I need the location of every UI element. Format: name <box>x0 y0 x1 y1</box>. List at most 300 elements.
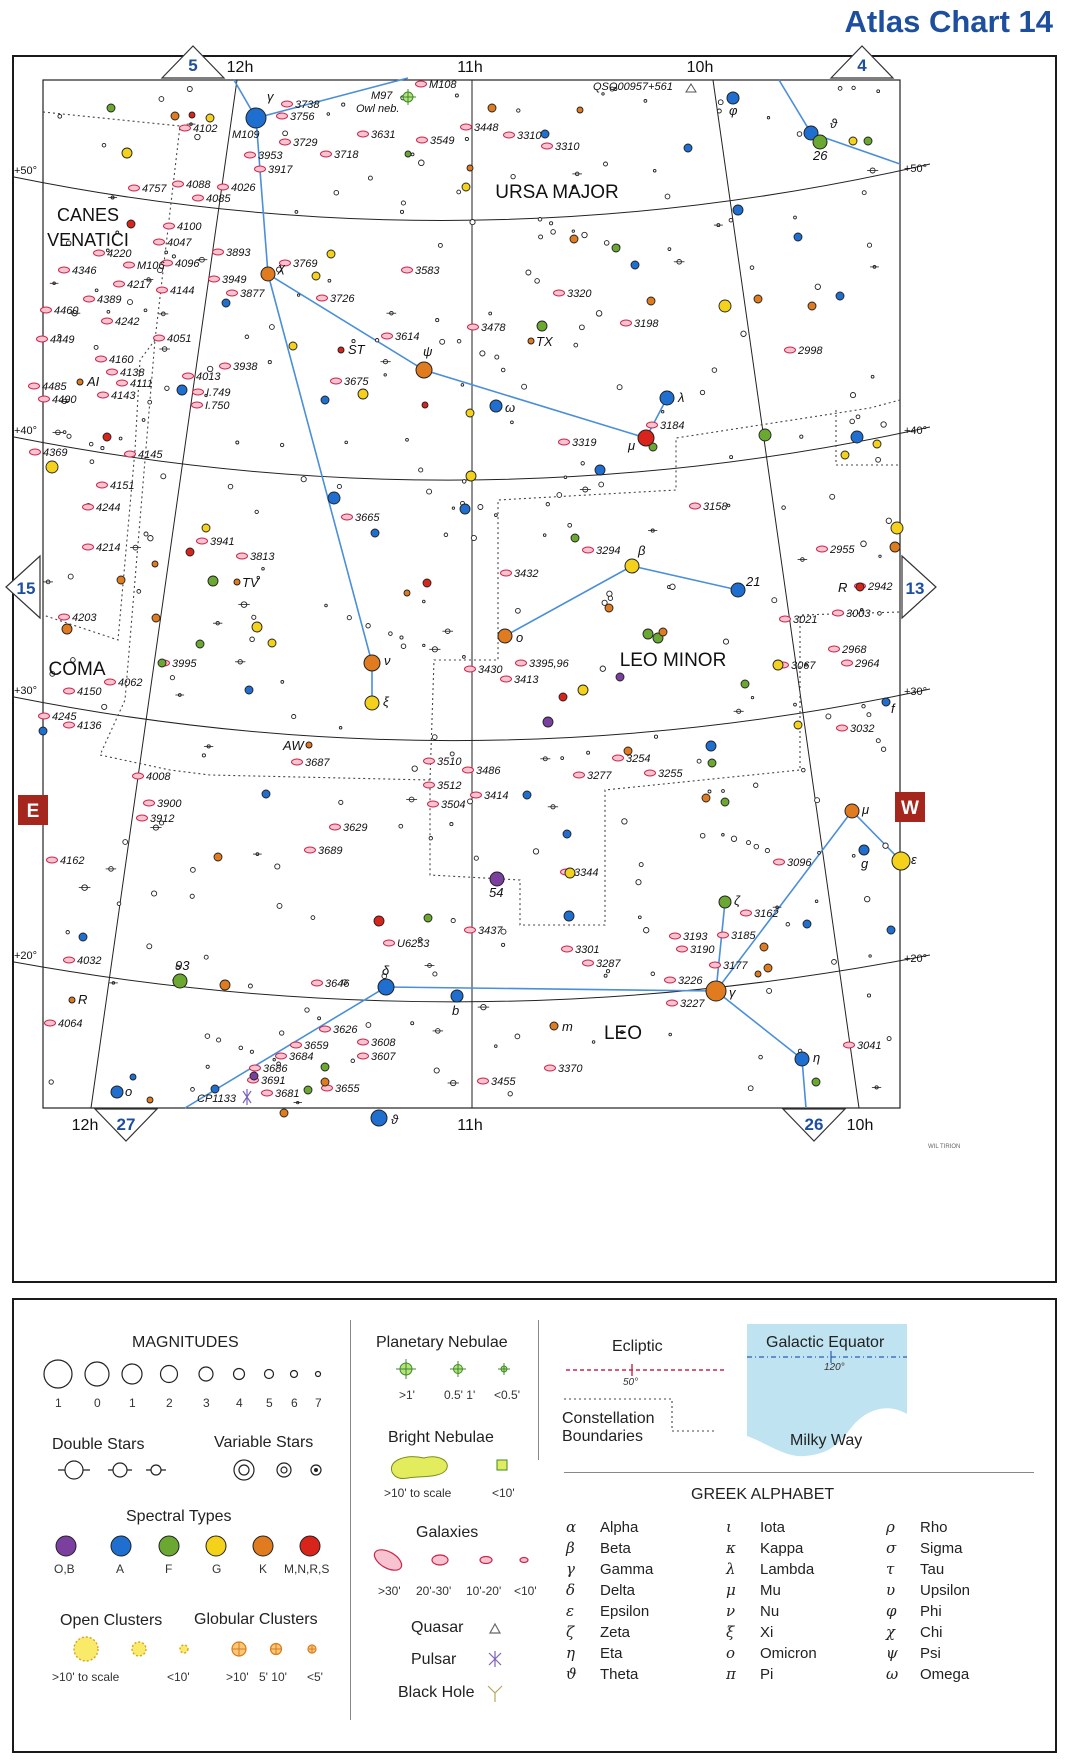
faint-star <box>351 1059 355 1063</box>
star[interactable] <box>327 250 335 258</box>
nav-arrow-left[interactable] <box>6 556 40 618</box>
galaxy-marker <box>501 570 512 576</box>
greek-name: Omicron <box>760 1645 817 1662</box>
named-star[interactable] <box>451 990 463 1002</box>
greek-symbol: ν <box>726 1602 736 1620</box>
star[interactable] <box>773 660 783 670</box>
galaxy-marker <box>542 143 553 149</box>
galaxy-label: 3756 <box>290 111 315 123</box>
greek-name: Rho <box>920 1519 948 1536</box>
named-star[interactable] <box>528 338 534 344</box>
star[interactable] <box>107 104 115 112</box>
faint-star <box>66 931 69 934</box>
named-star[interactable] <box>338 347 344 353</box>
named-star[interactable] <box>625 559 639 573</box>
greek-letter-row <box>886 1539 963 1557</box>
star[interactable] <box>647 297 655 305</box>
galaxy-label: 4051 <box>167 333 192 345</box>
bright-size-small: <10' <box>492 1486 515 1500</box>
star[interactable] <box>808 302 816 310</box>
star[interactable] <box>794 233 802 241</box>
star[interactable] <box>616 673 624 681</box>
star[interactable] <box>631 261 639 269</box>
star[interactable] <box>467 165 473 171</box>
faint-star <box>535 279 540 284</box>
named-star[interactable] <box>856 583 864 591</box>
faint-star <box>604 974 607 977</box>
galaxy-marker <box>154 239 165 245</box>
faint-star <box>311 916 315 920</box>
named-star[interactable] <box>77 379 83 385</box>
greek-symbol: τ <box>886 1560 895 1578</box>
star[interactable] <box>328 492 340 504</box>
named-star[interactable] <box>246 108 266 128</box>
star[interactable] <box>422 402 428 408</box>
quasar-label: Quasar <box>411 1619 464 1636</box>
faint-star <box>852 854 855 857</box>
faint-star <box>747 841 751 845</box>
galaxy-marker <box>317 295 328 301</box>
galaxy-label: 3912 <box>150 813 175 825</box>
dec-right-50: +50° <box>904 163 928 175</box>
legend-divider-2 <box>538 1320 539 1460</box>
faint-star <box>202 754 205 757</box>
named-star[interactable] <box>69 997 75 1003</box>
greek-name: Upsilon <box>920 1582 971 1599</box>
faint-star <box>607 591 612 596</box>
star[interactable] <box>849 137 857 145</box>
credit-label: WIL TIRION <box>928 1144 961 1150</box>
star[interactable] <box>577 107 583 113</box>
galaxy-marker <box>157 287 168 293</box>
faint-star <box>750 266 754 270</box>
galaxy-label: 3319 <box>572 437 597 449</box>
galaxy-marker <box>133 773 144 779</box>
star[interactable] <box>537 321 547 331</box>
galaxy-size-2: 20'-30' <box>416 1584 452 1598</box>
star[interactable] <box>371 529 379 537</box>
star[interactable] <box>760 943 768 951</box>
named-star[interactable] <box>416 362 432 378</box>
named-star[interactable] <box>173 974 187 988</box>
star[interactable] <box>891 522 903 534</box>
object-label: M97 <box>371 90 393 102</box>
star[interactable] <box>721 798 729 806</box>
greek-name: Gamma <box>600 1561 654 1578</box>
star[interactable] <box>719 300 731 312</box>
galaxy-marker <box>292 759 303 765</box>
faint-star <box>729 218 733 222</box>
named-star[interactable] <box>706 981 726 1001</box>
galaxy-label: 4088 <box>186 179 211 191</box>
greek-symbol: υ <box>886 1581 896 1599</box>
star[interactable] <box>706 741 716 751</box>
faint-star <box>511 174 515 178</box>
star[interactable] <box>186 548 194 556</box>
nav-arrow-top-left[interactable] <box>162 46 224 78</box>
galaxy-label: I.750 <box>205 400 230 412</box>
faint-star <box>468 799 473 804</box>
atlas-title: Atlas Chart 14 <box>844 4 1053 39</box>
star[interactable] <box>206 114 214 122</box>
star[interactable] <box>220 980 230 990</box>
nav-arrow-right[interactable] <box>902 556 936 618</box>
faint-star <box>295 211 298 214</box>
star[interactable] <box>321 1078 329 1086</box>
star[interactable] <box>873 440 881 448</box>
mag-label-1: 1 <box>55 1396 62 1410</box>
galaxy-label: 3414 <box>484 790 509 802</box>
faint-star <box>67 434 71 438</box>
galaxy-marker <box>129 185 140 191</box>
star-label: b <box>452 1003 460 1018</box>
galaxy-marker <box>227 290 238 296</box>
galaxy-marker <box>105 679 116 685</box>
star[interactable] <box>189 112 195 118</box>
named-star[interactable] <box>882 698 890 706</box>
star[interactable] <box>887 926 895 934</box>
star[interactable] <box>130 1074 136 1080</box>
glob-size-large: >10' <box>226 1670 249 1684</box>
star[interactable] <box>404 590 410 596</box>
faint-star <box>670 584 675 589</box>
star[interactable] <box>321 396 329 404</box>
galaxy-label: 3294 <box>596 545 621 557</box>
star[interactable] <box>214 853 222 861</box>
planetary-size-mid: 0.5' 1' <box>444 1388 476 1402</box>
faint-star <box>347 616 351 620</box>
star[interactable] <box>289 342 297 350</box>
galaxy-marker <box>280 139 291 145</box>
star[interactable] <box>462 183 470 191</box>
greek-name: Kappa <box>760 1540 804 1557</box>
star[interactable] <box>563 830 571 838</box>
star[interactable] <box>171 112 179 120</box>
spectral-g: G <box>212 1562 222 1576</box>
star[interactable] <box>759 429 771 441</box>
faint-star <box>436 319 439 322</box>
object-label: M109 <box>232 129 260 141</box>
star[interactable] <box>62 624 72 634</box>
faint-star <box>305 1008 309 1012</box>
faint-star <box>434 1068 439 1073</box>
star[interactable] <box>374 916 384 926</box>
galaxy-marker <box>501 676 512 682</box>
star[interactable] <box>812 1078 820 1086</box>
galaxy-label: 3437 <box>478 925 503 937</box>
galaxy-marker <box>220 363 231 369</box>
galaxy-label: 3041 <box>857 1040 882 1052</box>
star[interactable] <box>46 461 58 473</box>
star[interactable] <box>405 151 411 157</box>
star[interactable] <box>571 534 579 542</box>
star[interactable] <box>312 272 320 280</box>
faint-star <box>877 90 880 93</box>
galactic-equator-title: Galactic Equator <box>766 1334 885 1351</box>
faint-star <box>794 703 797 706</box>
galaxy-marker <box>741 910 752 916</box>
named-star[interactable] <box>490 872 504 886</box>
star[interactable] <box>39 727 47 735</box>
faint-star <box>653 169 656 172</box>
star[interactable] <box>117 576 125 584</box>
faint-star <box>767 117 769 119</box>
named-star[interactable] <box>261 267 275 281</box>
ecliptic-symbol <box>566 1360 736 1394</box>
galaxy-label: 3067 <box>791 660 816 672</box>
star[interactable] <box>559 693 567 701</box>
greek-letter-row <box>886 1518 948 1536</box>
galaxy-label: 3512 <box>437 780 462 792</box>
galaxy-label: 4150 <box>77 686 102 698</box>
faint-star <box>639 863 643 867</box>
star[interactable] <box>841 451 849 459</box>
planetary-size-small: <0.5' <box>494 1388 520 1402</box>
galaxy-label: 3021 <box>793 614 818 626</box>
star[interactable] <box>252 622 262 632</box>
star[interactable] <box>578 685 588 695</box>
mag-label-0: 0 <box>94 1396 101 1410</box>
galaxy-label: 4047 <box>167 237 192 249</box>
galaxy-label: 4460 <box>54 305 79 317</box>
greek-name: Eta <box>600 1645 623 1662</box>
faint-star <box>574 343 578 347</box>
star-label: ϑ <box>391 1112 399 1127</box>
mag-label-2: 2 <box>166 1396 173 1410</box>
star[interactable] <box>268 639 276 647</box>
star[interactable] <box>208 576 218 586</box>
galaxy-label: 3941 <box>210 536 235 548</box>
star[interactable] <box>543 717 553 727</box>
star-label: 54 <box>489 885 504 900</box>
star[interactable] <box>612 244 620 252</box>
star[interactable] <box>466 471 476 481</box>
named-star[interactable] <box>306 742 312 748</box>
star[interactable] <box>684 144 692 152</box>
galaxy-label: 3684 <box>289 1051 314 1063</box>
star[interactable] <box>196 640 204 648</box>
ra-top-10h: 10h <box>686 59 714 76</box>
star[interactable] <box>488 104 496 112</box>
faint-star <box>452 507 454 509</box>
star[interactable] <box>890 542 900 552</box>
nav-arrow-bottom-right[interactable] <box>783 1109 845 1141</box>
named-star[interactable] <box>371 1110 387 1126</box>
star-label: 21 <box>746 574 761 589</box>
faint-star <box>117 902 121 906</box>
faint-star <box>654 735 657 738</box>
constellation-boundaries-label-2: Boundaries <box>562 1428 643 1445</box>
faint-star <box>832 960 837 965</box>
named-star[interactable] <box>719 896 731 908</box>
star[interactable] <box>177 385 187 395</box>
star[interactable] <box>158 659 166 667</box>
star[interactable] <box>764 964 772 972</box>
svg-text:4: 4 <box>857 56 867 75</box>
faint-star <box>730 456 733 459</box>
star[interactable] <box>127 220 135 228</box>
named-star[interactable] <box>234 579 240 585</box>
galaxy-marker <box>114 281 125 287</box>
galaxy-label: 3158 <box>703 501 728 513</box>
star[interactable] <box>211 1085 219 1093</box>
galaxy-label: 3448 <box>474 122 499 134</box>
star[interactable] <box>262 790 270 798</box>
faint-star <box>867 994 870 997</box>
greek-name: Theta <box>600 1666 639 1683</box>
faint-star <box>881 422 886 427</box>
faint-star <box>337 484 341 488</box>
open-size-small: <10' <box>167 1670 190 1684</box>
star-label: m <box>562 1019 573 1034</box>
greek-symbol: ξ <box>726 1623 735 1641</box>
star[interactable] <box>202 524 210 532</box>
greek-name: Omega <box>920 1666 970 1683</box>
faint-star <box>886 518 891 523</box>
nav-arrow-bottom-left[interactable] <box>95 1109 157 1141</box>
named-star[interactable] <box>550 1022 558 1030</box>
star[interactable] <box>595 465 605 475</box>
named-star[interactable] <box>638 430 654 446</box>
star[interactable] <box>605 604 613 612</box>
faint-star <box>489 312 492 315</box>
svg-text:15: 15 <box>16 579 36 598</box>
faint-star <box>754 844 759 849</box>
star[interactable] <box>851 431 863 443</box>
galaxy-label: 3953 <box>258 150 283 162</box>
named-star[interactable] <box>490 400 502 412</box>
faint-star <box>767 988 772 993</box>
star[interactable] <box>864 137 872 145</box>
star[interactable] <box>79 933 87 941</box>
galaxy-marker <box>276 1053 287 1059</box>
faint-star <box>502 943 505 946</box>
faint-star <box>268 361 271 364</box>
star[interactable] <box>794 721 802 729</box>
star[interactable] <box>466 409 474 417</box>
faint-star <box>826 714 831 719</box>
star[interactable] <box>755 971 761 977</box>
named-star[interactable] <box>365 696 379 710</box>
star[interactable] <box>122 148 132 158</box>
galaxy-label: 3726 <box>330 293 355 305</box>
star[interactable] <box>152 561 158 567</box>
star[interactable] <box>541 130 549 138</box>
named-star[interactable] <box>813 135 827 149</box>
faint-star <box>815 798 820 803</box>
faint-star <box>856 415 860 419</box>
star[interactable] <box>245 686 253 694</box>
star[interactable] <box>424 914 432 922</box>
star[interactable] <box>304 1086 312 1094</box>
galaxy-marker <box>382 333 393 339</box>
galaxy-marker <box>504 132 515 138</box>
dec-right-30: +30° <box>904 686 928 698</box>
named-star[interactable] <box>111 1086 123 1098</box>
named-star[interactable] <box>660 391 674 405</box>
star[interactable] <box>754 295 762 303</box>
named-star[interactable] <box>364 655 380 671</box>
galaxy-label: 3877 <box>240 288 265 300</box>
galaxy-label: 4008 <box>146 771 171 783</box>
star[interactable] <box>103 433 111 441</box>
star[interactable] <box>147 1097 153 1103</box>
star[interactable] <box>321 1063 329 1071</box>
named-star[interactable] <box>795 1052 809 1066</box>
faint-star <box>228 484 233 489</box>
star[interactable] <box>250 1072 258 1080</box>
faint-star <box>187 87 192 92</box>
star[interactable] <box>280 1109 288 1117</box>
star[interactable] <box>460 504 470 514</box>
star[interactable] <box>222 299 230 307</box>
greek-name: Xi <box>760 1624 774 1641</box>
star[interactable] <box>564 911 574 921</box>
galaxy-size-1: >30' <box>378 1584 401 1598</box>
faint-star <box>440 339 445 344</box>
faint-star <box>165 251 168 254</box>
named-star[interactable] <box>859 845 869 855</box>
galaxy-marker <box>574 772 585 778</box>
galaxy-label: M106 <box>137 260 165 272</box>
svg-text:E: E <box>26 801 40 822</box>
star[interactable] <box>659 628 667 636</box>
star[interactable] <box>358 389 368 399</box>
star[interactable] <box>423 579 431 587</box>
star[interactable] <box>733 205 743 215</box>
star[interactable] <box>708 759 716 767</box>
galaxy-label: 3631 <box>371 129 396 141</box>
greek-letter-row <box>726 1560 814 1578</box>
star[interactable] <box>523 791 531 799</box>
greek-letter-row <box>886 1665 969 1683</box>
named-star[interactable] <box>892 852 910 870</box>
star[interactable] <box>741 680 749 688</box>
greek-symbol: ϑ <box>566 1665 577 1683</box>
faint-star <box>399 824 403 828</box>
faint-star <box>142 419 145 422</box>
named-star[interactable] <box>378 979 394 995</box>
faint-star <box>401 644 406 649</box>
galaxy-label: 3320 <box>567 288 592 300</box>
greek-letter-row <box>566 1602 649 1620</box>
star[interactable] <box>803 920 811 928</box>
star[interactable] <box>152 614 160 622</box>
named-star[interactable] <box>498 629 512 643</box>
faint-star <box>511 421 514 424</box>
faint-star <box>137 590 141 594</box>
named-star[interactable] <box>845 804 859 818</box>
nav-arrow-top-right[interactable] <box>831 46 893 78</box>
greek-alphabet-title: GREEK ALPHABET <box>691 1486 835 1503</box>
faint-star <box>325 604 328 607</box>
dec-left-20: +20° <box>14 950 38 962</box>
faint-star <box>255 510 258 513</box>
faint-star <box>797 132 802 137</box>
faint-star <box>245 335 249 339</box>
star[interactable] <box>836 292 844 300</box>
faint-star <box>412 766 417 771</box>
named-star[interactable] <box>731 583 745 597</box>
galaxy-marker <box>237 553 248 559</box>
magnitudes-title: MAGNITUDES <box>132 1334 239 1351</box>
star[interactable] <box>643 629 653 639</box>
galaxy-label: 3510 <box>437 756 462 768</box>
star[interactable] <box>702 794 710 802</box>
faint-star <box>887 1037 891 1041</box>
star[interactable] <box>570 235 578 243</box>
greek-name: Tau <box>920 1561 945 1578</box>
